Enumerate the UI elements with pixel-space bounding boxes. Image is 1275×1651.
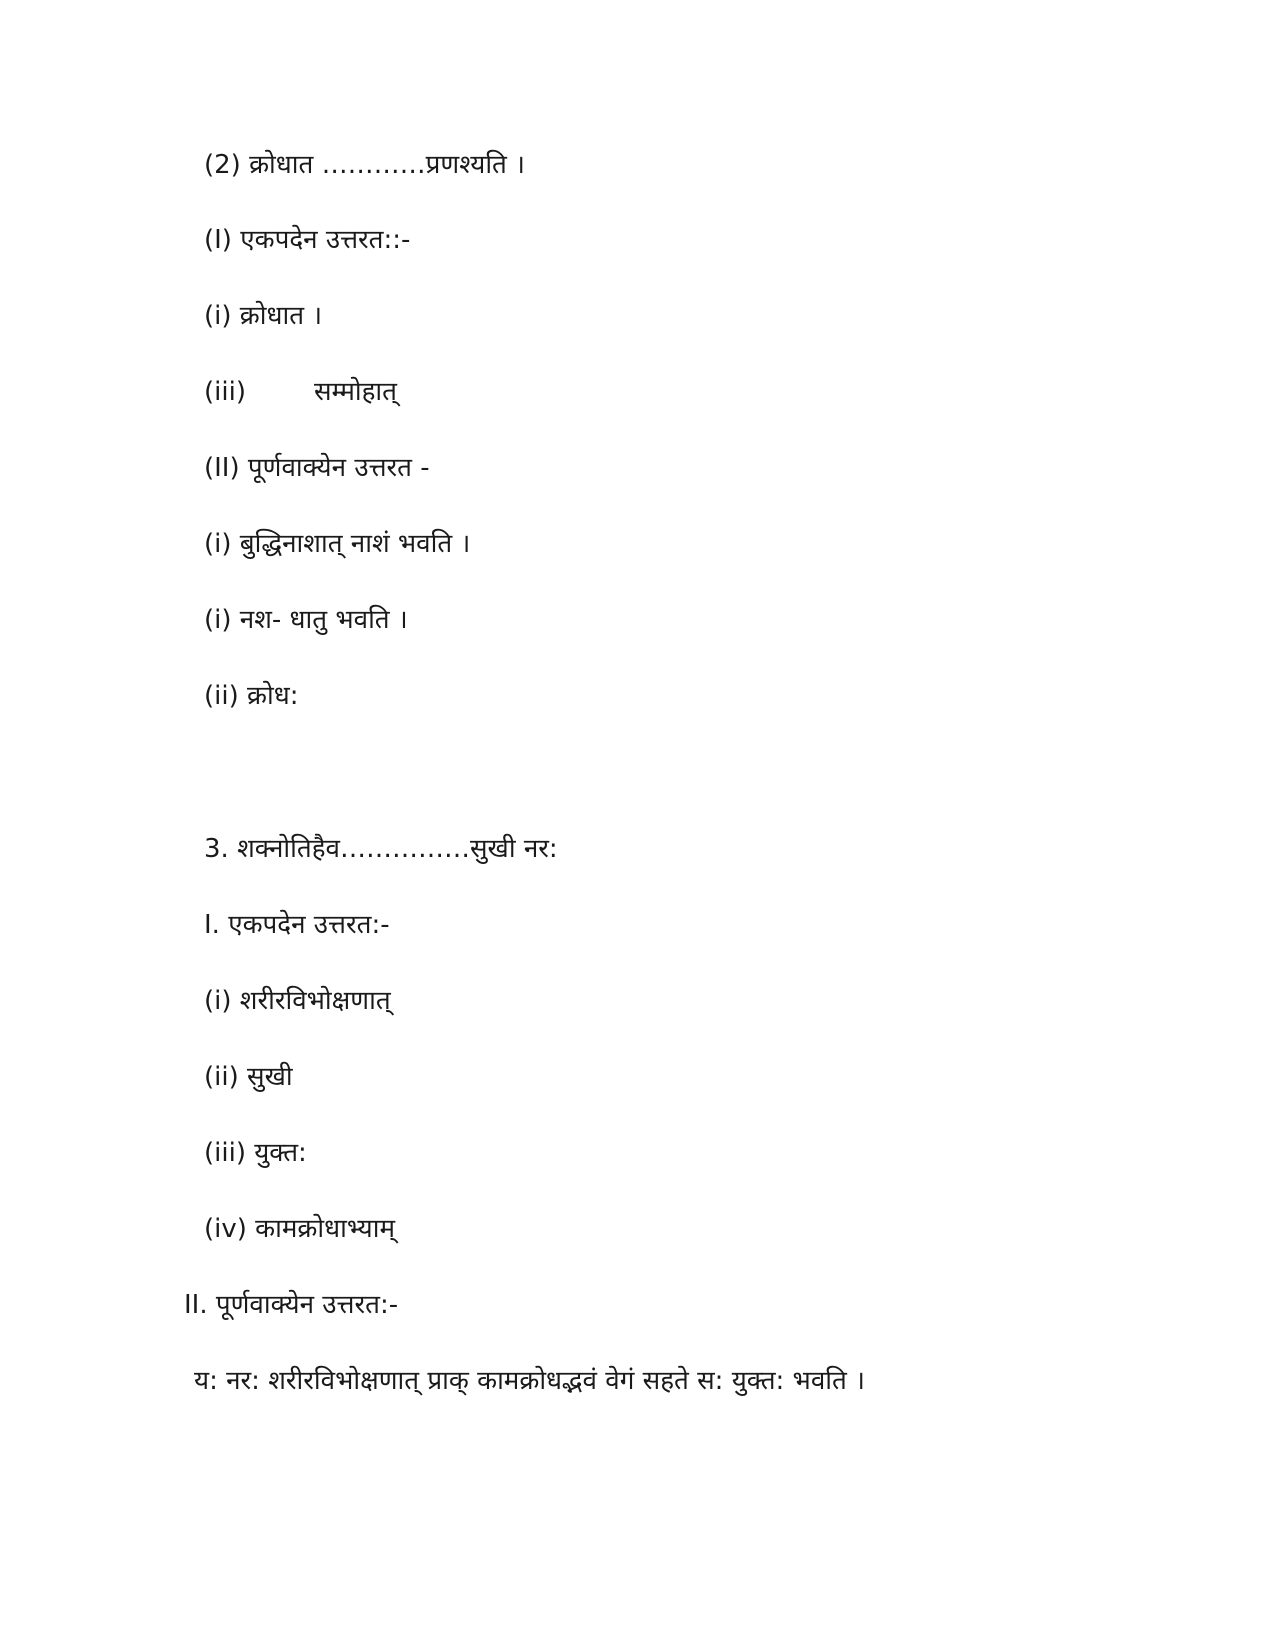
answer-iii — [204, 375, 397, 409]
answer-i: (i) क्रोधात । — [204, 301, 323, 331]
answer-ii: (ii) क्रोध: — [204, 681, 299, 711]
section-1-heading-b: I. एकपदेन उत्तरत:- — [204, 910, 390, 940]
answer-iii-text: सम्मोहात् — [313, 377, 397, 407]
section-2-heading-b: II. पूर्णवाक्येन उत्तरत:- — [184, 1290, 399, 1320]
section-1-heading: (I) एकपदेन उत्तरत::- — [204, 225, 411, 255]
answer-iii-b: (iii) युक्त: — [204, 1138, 307, 1168]
full-answer-b: य: नर: शरीरविभोक्षणात् प्राक् कामक्रोधद्भवं वेगं सहते स: युक्त: भवति । — [194, 1366, 865, 1396]
answer-iv-b: (iv) कामक्रोधाभ्याम् — [204, 1214, 396, 1244]
full-answer-i: (i) बुद्धिनाशात् नाशं भवति । — [204, 529, 471, 559]
answer-i-dhatu: (i) नश- धातु भवति । — [204, 605, 408, 635]
passage-3-heading: 3. शक्नोतिहैव……………सुखी नर: — [204, 834, 558, 864]
answer-ii-b: (ii) सुखी — [204, 1062, 293, 1092]
answer-iii-number: (iii) — [204, 377, 246, 407]
passage-2-heading: (2) क्रोधात …………प्रणश्यति । — [204, 150, 525, 180]
section-2-heading: (II) पूर्णवाक्येन उत्तरत - — [204, 453, 430, 483]
answer-i-b: (i) शरीरविभोक्षणात् — [204, 986, 391, 1016]
